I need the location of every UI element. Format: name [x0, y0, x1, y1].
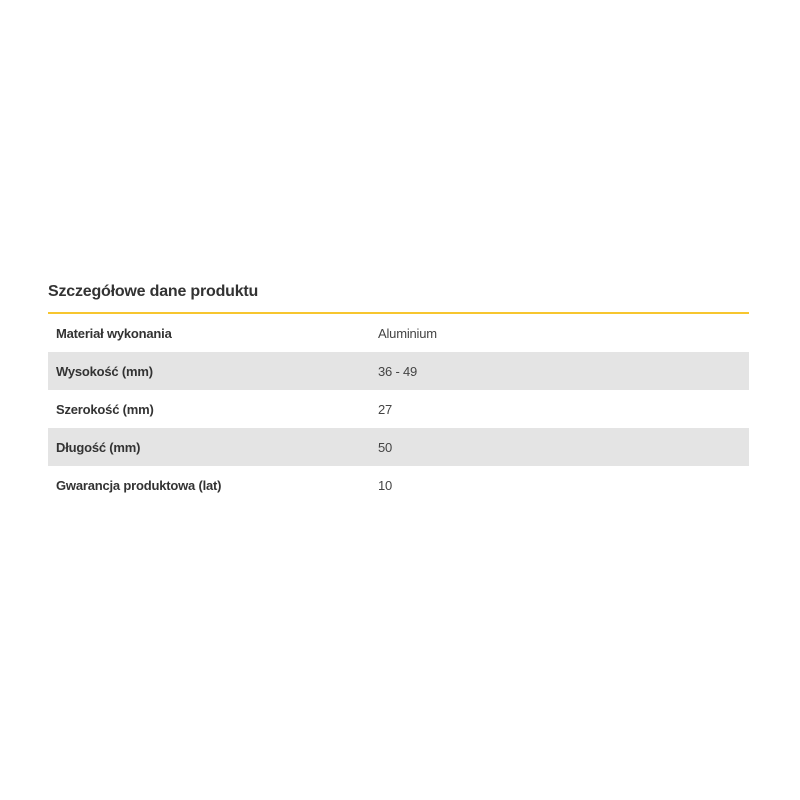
spec-row-width [48, 390, 749, 428]
spec-value: 50 [378, 439, 393, 455]
spec-value: 36 - 49 [378, 363, 418, 379]
spec-row-material [48, 314, 749, 352]
spec-row-height [48, 352, 749, 390]
spec-label: Gwarancja produktowa (lat) [56, 477, 222, 493]
spec-label: Długość (mm) [56, 439, 141, 455]
spec-value: 27 [378, 401, 393, 417]
spec-value: Aluminium [378, 325, 437, 341]
section-title: Szczegółowe dane produktu [48, 283, 259, 300]
product-details-section [48, 280, 749, 504]
specs-table [48, 314, 749, 504]
spec-row-warranty [48, 466, 749, 504]
spec-label: Szerokość (mm) [56, 401, 154, 417]
spec-row-length [48, 428, 749, 466]
spec-value: 10 [378, 477, 393, 493]
spec-label: Wysokość (mm) [56, 363, 153, 379]
spec-label: Materiał wykonania [56, 325, 172, 341]
